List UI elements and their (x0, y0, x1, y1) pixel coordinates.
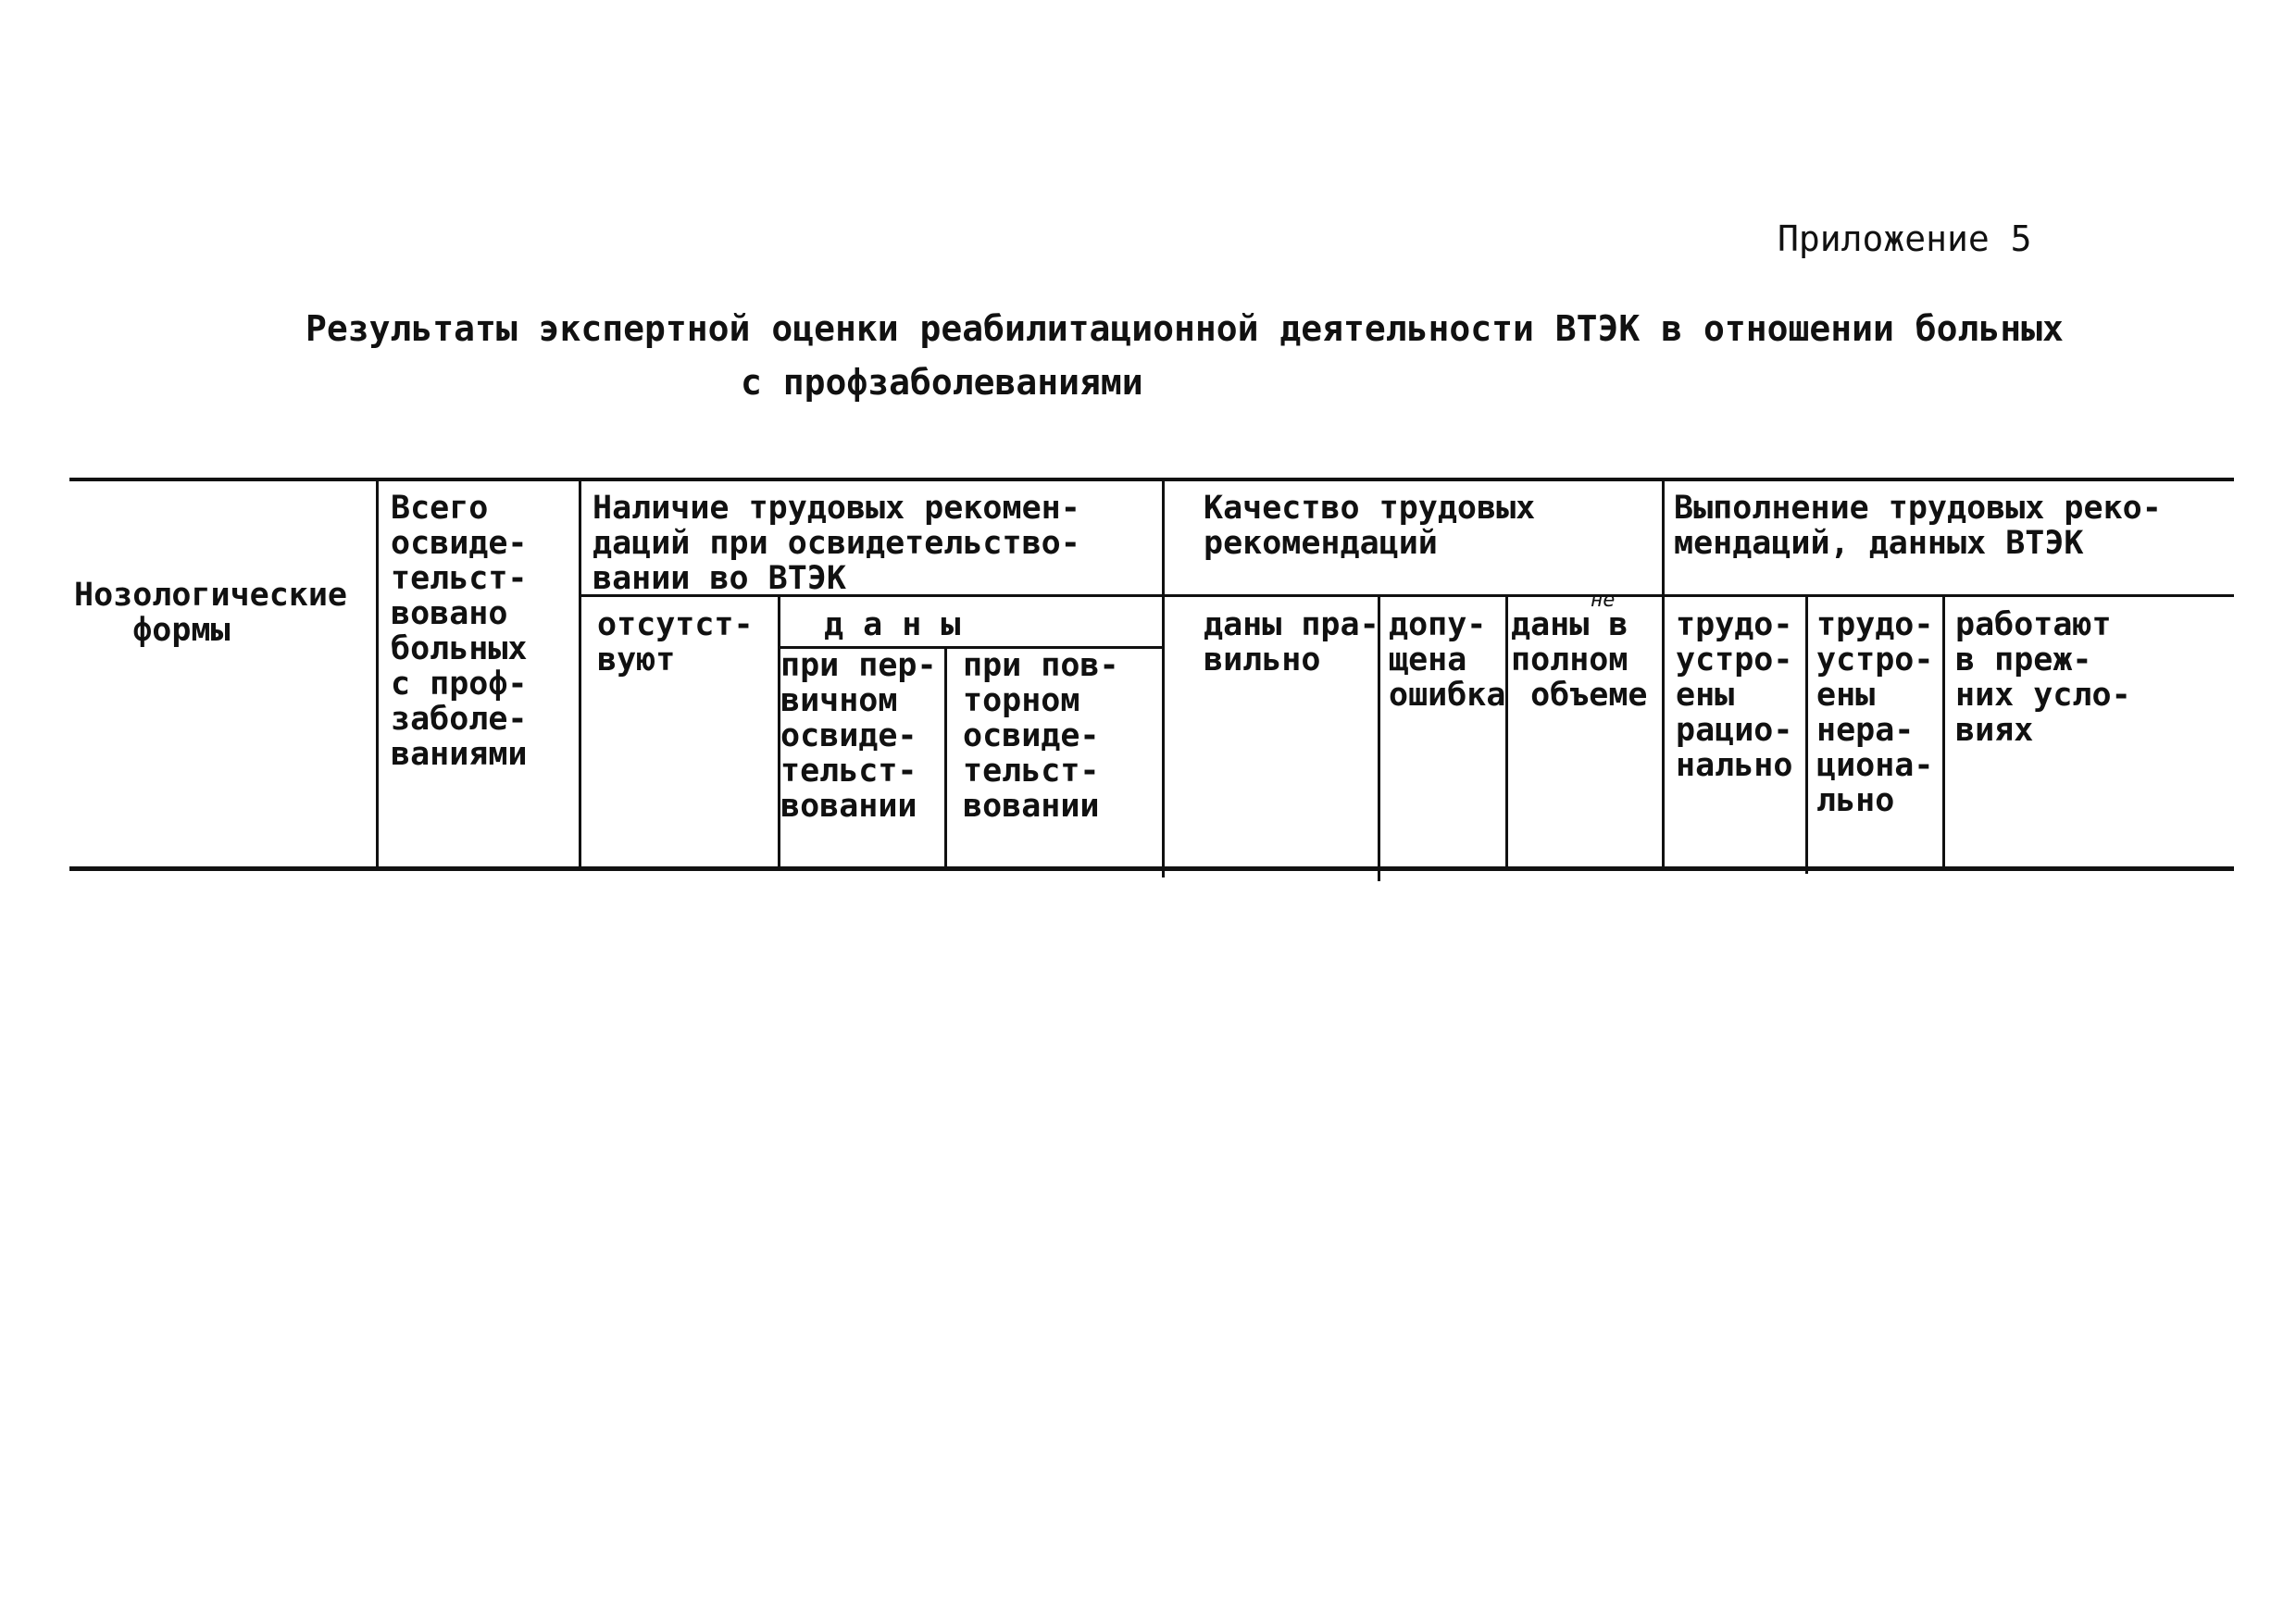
col-divider-5 (1162, 478, 1165, 877)
header-correct: даны пра- вильно (1204, 606, 1379, 678)
header-group-execution: Выполнение трудовых реко- мендаций, данных ВТЭК (1674, 490, 2162, 562)
header-given: д а н ы (824, 606, 961, 643)
col-divider-1 (376, 478, 379, 868)
col-divider-2 (579, 478, 581, 868)
header-group-quality: Качество трудовых рекомендаций (1204, 490, 1536, 562)
header-irrational: трудо- устро- ены нера- циона- льно (1816, 606, 1934, 819)
header-full: даны в полном объеме (1511, 606, 1648, 714)
table-top-border (69, 478, 2234, 481)
header-nosology: Нозологические формы (74, 577, 348, 649)
header-group-divider-right (1162, 594, 2234, 597)
header-previous: работают в преж- них усло- виях (1955, 606, 2131, 749)
title-line-1: Результаты экспертной оценки реабилитационной деятельности ВТЭК в отношении больных (306, 308, 2064, 349)
header-absent: отсутст- вуют (597, 606, 754, 678)
col-divider-7 (1505, 594, 1508, 868)
col-divider-4 (944, 646, 947, 868)
col-divider-8 (1662, 478, 1665, 868)
table-bottom-border (69, 866, 2234, 871)
col-divider-10 (1942, 594, 1945, 868)
header-full-note: не (1591, 589, 1616, 612)
header-repeat: при пов- торном освиде- тельст- вовании (963, 647, 1119, 825)
col-divider-9 (1805, 594, 1808, 874)
header-rational: трудо- устро- ены рацио- нально (1676, 606, 1793, 784)
header-primary: при пер- вичном освиде- тельст- вовании (780, 647, 937, 825)
appendix-label: Приложение 5 (1778, 218, 2032, 259)
header-error: допу- щена ошибка (1389, 606, 1506, 714)
title-line-2: с профзаболеваниями (741, 362, 1143, 403)
header-total: Всего освиде- тельст- вовано больных с проф- заболе- ваниями (391, 490, 528, 773)
header-group-presence: Наличие трудовых рекомен- даций при освидетельство- вании во ВТЭК (593, 490, 1080, 597)
document-title (306, 302, 2065, 409)
